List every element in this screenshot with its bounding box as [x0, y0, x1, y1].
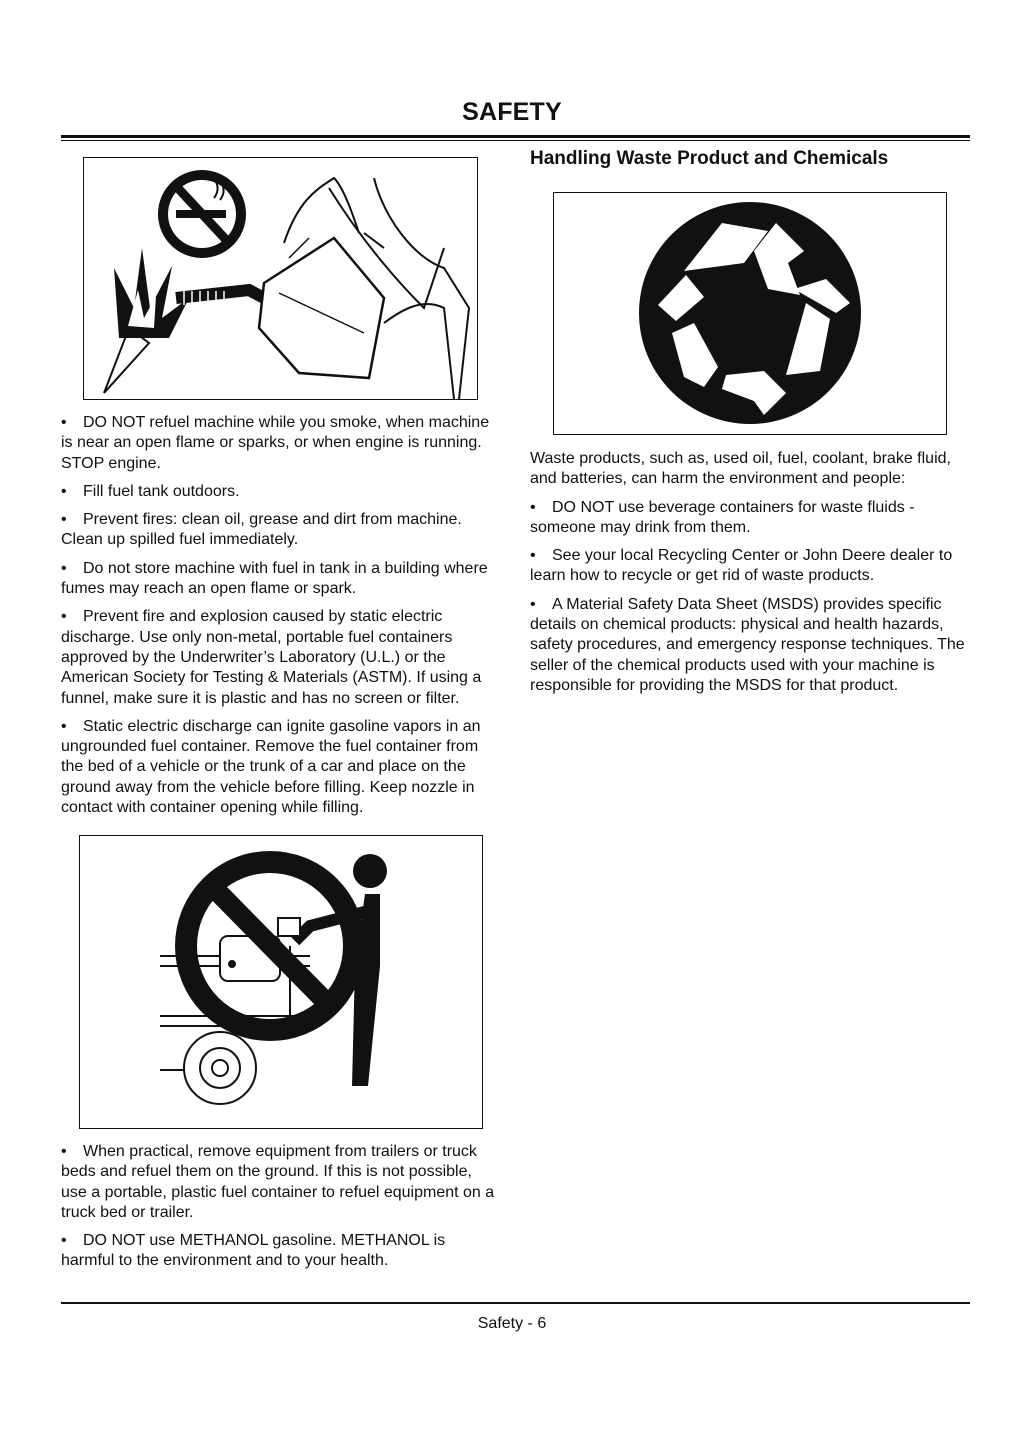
recycle-icon [639, 202, 861, 424]
list-item [530, 595, 970, 696]
bullet-text: See your local Recycling Center or John Deere dealer to learn how to recycle or get rid of waste products. [530, 547, 953, 585]
page-number: Safety - 6 [477, 1315, 547, 1332]
bullet-text: Fill fuel tank outdoors. [83, 482, 240, 500]
section-heading: Handling Waste Product and Chemicals [530, 148, 889, 169]
bullet-text: Static electric discharge can ignite gasoline vapors in an ungrounded fuel container. Remove the fuel container from the bed of a vehicle or the trunk of a car and place on the ground away from the vehicle before filling. Keep nozzle in contact with container opening while filling. [61, 717, 481, 817]
left-column-bottom [61, 1142, 499, 1280]
list-item [61, 607, 499, 708]
prohibition-icon [186, 862, 354, 1030]
list-item [530, 498, 970, 539]
bullet-marker: • [61, 482, 67, 500]
fuel-can-icon [259, 238, 384, 378]
bullet-text: Prevent fires: clean oil, grease and dirt from machine. Clean up spilled fuel immediately. [61, 511, 462, 549]
list-item [61, 482, 499, 502]
truckbed-illustration [80, 836, 482, 1128]
recycle-illustration [554, 193, 946, 434]
intro-paragraph: Waste products, such as, used oil, fuel, coolant, brake fluid, and batteries, can harm the environment and people: [530, 450, 951, 488]
left-column-top [61, 413, 499, 826]
list-item [61, 559, 499, 600]
bullet-marker: • [530, 498, 536, 516]
bullet-marker: • [61, 414, 67, 431]
bullet-text: DO NOT use beverage containers for waste fluids - someone may drink from them. [530, 498, 915, 536]
list-item [530, 546, 970, 587]
hose-icon [176, 290, 264, 305]
bullet-marker: • [61, 559, 67, 577]
page-title: SAFETY [462, 98, 562, 126]
header-rule [61, 135, 970, 138]
bullet-text: When practical, remove equipment from trailers or truck beds and refuel them on the ground. If this is not possible, use a portable, plastic fuel container to refuel equipment on a truck bed or trailer. [61, 1143, 495, 1221]
bullet-marker: • [61, 608, 67, 626]
no-smoking-icon [158, 170, 246, 258]
bullet-text: Do not store machine with fuel in tank in a building where fumes may reach an open flame or spark. [61, 559, 488, 598]
bullet-text: DO NOT use METHANOL gasoline. METHANOL is harmful to the environment and to your health. [61, 1232, 446, 1270]
bullet-marker: • [61, 511, 67, 529]
list-item [61, 413, 499, 474]
list-item [61, 1142, 499, 1223]
header-rule-thin [61, 140, 970, 141]
footer-rule [61, 1302, 970, 1304]
no-truckbed-refuel-figure [79, 835, 483, 1129]
refuel-illustration [84, 158, 477, 399]
list-item [61, 1231, 499, 1272]
recycle-figure [553, 192, 947, 435]
bullet-marker: • [61, 1232, 67, 1250]
right-column-text [530, 449, 970, 704]
no-smoking-refuel-figure [83, 157, 478, 400]
bullet-text: DO NOT refuel machine while you smoke, when machine is near an open flame or sparks, or when engine is running. STOP engine. [61, 414, 490, 472]
bullet-marker: • [530, 595, 536, 613]
bullet-marker: • [530, 547, 536, 565]
bullet-text: A Material Safety Data Sheet (MSDS) provides specific details on chemical products: physical and health hazards, safety procedures, and emergency response techniques. The seller of the chemical products used with your machine is responsible for providing the MSDS for that product. [530, 595, 965, 694]
bullet-marker: • [61, 717, 67, 735]
bullet-marker: • [61, 1143, 67, 1160]
flame-icon [104, 248, 189, 393]
list-item [61, 717, 499, 818]
list-item [61, 510, 499, 551]
bullet-text: Prevent fire and explosion caused by static electric discharge. Use only non-metal, portable fuel containers approved by the Underwriter’s Laboratory (U.L.) or the American Society for Testing & Materials (ASTM). If using a funnel, make sure it is plastic and has no screen or filter. [61, 608, 482, 707]
